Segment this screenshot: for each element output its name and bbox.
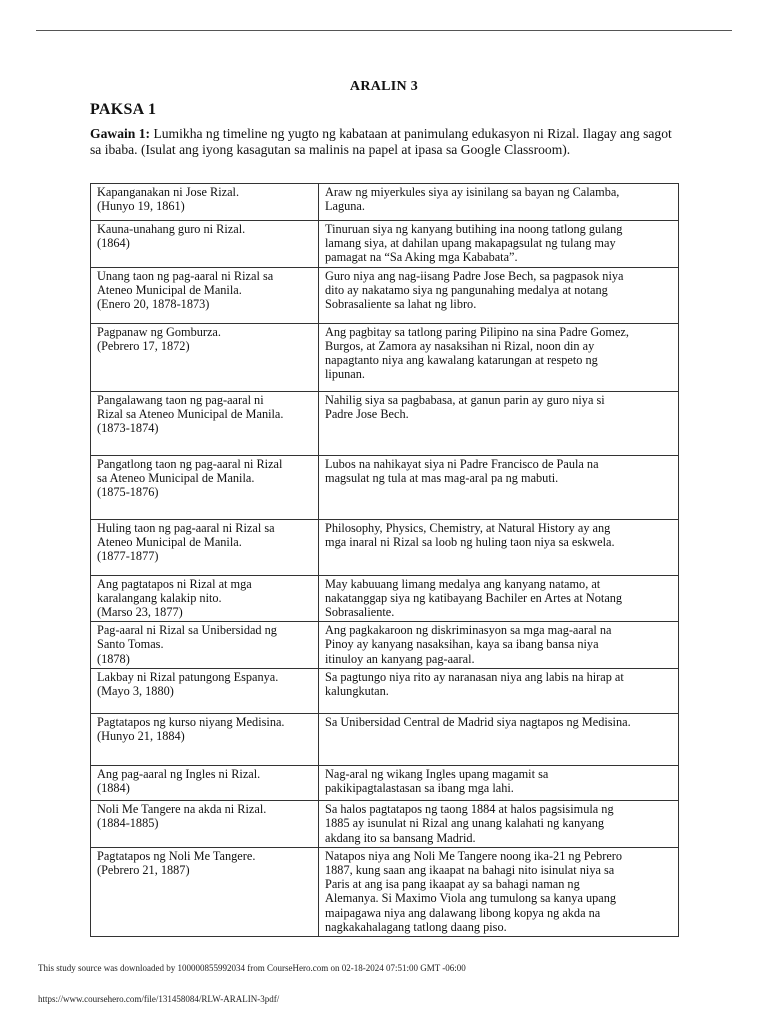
event-line: (1875-1876) bbox=[97, 485, 159, 500]
description-line: 1887, kung saan ang ikaapat na bahagi nito isinulat niya sa bbox=[325, 863, 615, 878]
timeline-row bbox=[91, 801, 679, 848]
description-line: pakikipagtalastasan sa ibang mga lahi. bbox=[325, 781, 514, 796]
event-line: Unang taon ng pag-aaral ni Rizal sa bbox=[97, 268, 274, 283]
event-line: Kauna-unahang guro ni Rizal. bbox=[97, 222, 246, 236]
description-line: Burgos, at Zamora ay nasaksihan ni Rizal, noon din ay bbox=[325, 338, 595, 353]
timeline-description-cell bbox=[319, 455, 679, 519]
event-line: Noli Me Tangere na akda ni Rizal. bbox=[97, 802, 267, 817]
event-line: Huling taon ng pag-aaral ni Rizal sa bbox=[97, 520, 275, 535]
event-line: Lakbay ni Rizal patungong Espanya. bbox=[97, 670, 279, 685]
timeline-event-cell bbox=[91, 391, 319, 455]
timeline-row bbox=[91, 519, 679, 575]
timeline-event-cell bbox=[91, 714, 319, 766]
timeline-description-cell bbox=[319, 801, 679, 848]
topic-heading: PAKSA 1 bbox=[90, 101, 157, 118]
timeline-event-cell bbox=[91, 455, 319, 519]
event-line: (Enero 20, 1878-1873) bbox=[97, 297, 210, 312]
event-line: Rizal sa Ateneo Municipal de Manila. bbox=[97, 406, 284, 421]
description-line: 1885 ay isunulat ni Rizal ang unang kalahati ng kanyang bbox=[325, 816, 605, 831]
event-line: Ang pag-aaral ng Ingles ni Rizal. bbox=[97, 767, 261, 782]
timeline-row bbox=[91, 714, 679, 766]
description-line: Pinoy ay kanyang nasaksihan, kaya sa ibang bansa niya bbox=[325, 637, 599, 652]
timeline-event-cell bbox=[91, 184, 319, 221]
event-line: Ateneo Municipal de Manila. bbox=[97, 534, 242, 549]
description-line: Nag-aral ng wikang Ingles upang magamit sa bbox=[325, 767, 549, 782]
description-line: Guro niya ang nag-iisang Padre Jose Bech, sa pagpasok niya bbox=[325, 268, 624, 283]
timeline-description-cell bbox=[319, 766, 679, 801]
description-line: akdang ito sa bansang Madrid. bbox=[325, 830, 476, 845]
timeline-description-cell bbox=[319, 575, 679, 622]
event-line: Pangalawang taon ng pag-aaral ni bbox=[97, 392, 264, 407]
event-line: (1873-1874) bbox=[97, 421, 159, 436]
timeline-description-cell bbox=[319, 221, 679, 268]
event-line: (1878) bbox=[97, 651, 130, 666]
timeline-event-cell bbox=[91, 519, 319, 575]
event-line: Pagpanaw ng Gomburza. bbox=[97, 324, 221, 339]
description-line: magsulat ng tula at mas mag-aral pa ng mabuti. bbox=[325, 470, 559, 485]
event-line: (1864) bbox=[97, 236, 130, 251]
timeline-description-cell bbox=[319, 391, 679, 455]
description-line: Laguna. bbox=[325, 199, 365, 214]
description-line: itinuloy an kanyang pag-aaral. bbox=[325, 651, 475, 666]
event-line: Ateneo Municipal de Manila. bbox=[97, 282, 242, 297]
timeline-event-cell bbox=[91, 323, 319, 391]
description-line: Sa Unibersidad Central de Madrid siya nagtapos ng Medisina. bbox=[325, 715, 631, 730]
event-line: Pagtatapos ng Noli Me Tangere. bbox=[97, 848, 256, 863]
description-line: Sa halos pagtatapos ng taong 1884 at halos pagsisimula ng bbox=[325, 802, 614, 817]
description-line: nagkakahalagang tatlong daang piso. bbox=[325, 919, 507, 934]
event-line: (Marso 23, 1877) bbox=[97, 605, 183, 620]
description-line: May kabuuang limang medalya ang kanyang natamo, at bbox=[325, 576, 601, 591]
event-line: Kapanganakan ni Jose Rizal. bbox=[97, 185, 240, 199]
event-line: Santo Tomas. bbox=[97, 637, 164, 652]
event-line: Pag-aaral ni Rizal sa Unibersidad ng bbox=[97, 623, 277, 638]
timeline-description-cell bbox=[319, 847, 679, 936]
description-line: Sobrasaliente. bbox=[325, 605, 395, 620]
timeline-event-cell bbox=[91, 267, 319, 323]
timeline-event-cell bbox=[91, 221, 319, 268]
event-line: Pangatlong taon ng pag-aaral ni Rizal bbox=[97, 456, 283, 471]
description-line: Lubos na nahikayat siya ni Padre Francisco de Paula na bbox=[325, 456, 599, 471]
timeline-event-cell bbox=[91, 766, 319, 801]
description-line: Natapos niya ang Noli Me Tangere noong ika-21 ng Pebrero bbox=[325, 848, 623, 863]
description-line: lamang siya, at dahilan upang makapagsulat ng tulang may bbox=[325, 236, 616, 251]
timeline-table bbox=[90, 183, 679, 937]
timeline-row bbox=[91, 622, 679, 669]
timeline-row bbox=[91, 575, 679, 622]
timeline-row bbox=[91, 267, 679, 323]
timeline-description-cell bbox=[319, 323, 679, 391]
description-line: kalungkutan. bbox=[325, 684, 389, 699]
timeline-row bbox=[91, 391, 679, 455]
description-line: nakatanggap siya ng katibayang Bachiler en Artes at Notang bbox=[325, 590, 623, 605]
timeline-event-cell bbox=[91, 847, 319, 936]
timeline-row bbox=[91, 323, 679, 391]
event-line: (1877-1877) bbox=[97, 549, 159, 564]
event-line: (1884) bbox=[97, 781, 130, 796]
timeline-description-cell bbox=[319, 184, 679, 221]
timeline-description-cell bbox=[319, 519, 679, 575]
description-line: napagtanto niya ang kawalang katarungan at respeto ng bbox=[325, 353, 598, 368]
event-line: (Pebrero 17, 1872) bbox=[97, 338, 190, 353]
description-line: Nahilig siya sa pagbabasa, at ganun parin ay guro niya si bbox=[325, 392, 605, 407]
timeline-row bbox=[91, 847, 679, 936]
timeline-row bbox=[91, 221, 679, 268]
event-line: Pagtatapos ng kurso niyang Medisina. bbox=[97, 715, 285, 730]
task-label: Gawain 1: bbox=[90, 126, 151, 141]
description-line: Sa pagtungo niya rito ay naranasan niya ang labis na hirap at bbox=[325, 670, 624, 685]
timeline-description-cell bbox=[319, 714, 679, 766]
event-line: (Pebrero 21, 1887) bbox=[97, 863, 190, 878]
event-line: karalangang kalakip nito. bbox=[97, 590, 222, 605]
source-url[interactable]: https://www.coursehero.com/file/131458084/RLW-ARALIN-3pdf/ bbox=[38, 994, 280, 1004]
description-line: Alemanya. Si Maximo Viola ang tumulong sa kanya upang bbox=[325, 891, 617, 906]
timeline-event-cell bbox=[91, 669, 319, 714]
task-instructions bbox=[90, 126, 680, 158]
event-line: (1884-1885) bbox=[97, 816, 159, 831]
description-line: Sobrasaliente sa lahat ng libro. bbox=[325, 297, 477, 312]
description-line: Araw ng miyerkules siya ay isinilang sa bayan ng Calamba, bbox=[325, 185, 620, 199]
description-line: mga inaral ni Rizal sa loob ng huling taon niya sa eskwela. bbox=[325, 534, 615, 549]
download-note: This study source was downloaded by 100000855992034 from CourseHero.com on 02-18-2024 07:51:00 GMT -06:00 bbox=[38, 963, 466, 973]
description-line: dito ay nakatamo siya ng pangunahing medalya at notang bbox=[325, 282, 608, 297]
description-line: maipagawa niya ang dalawang libong kopya ng akda na bbox=[325, 905, 601, 920]
description-line: Ang pagbitay sa tatlong paring Pilipino na sina Padre Gomez, bbox=[325, 324, 629, 339]
event-line: Ang pagtatapos ni Rizal at mga bbox=[97, 576, 252, 591]
timeline-row bbox=[91, 766, 679, 801]
timeline-event-cell bbox=[91, 801, 319, 848]
timeline-description-cell bbox=[319, 669, 679, 714]
timeline-row bbox=[91, 184, 679, 221]
event-line: (Mayo 3, 1880) bbox=[97, 684, 174, 699]
description-line: lipunan. bbox=[325, 367, 365, 382]
timeline-description-cell bbox=[319, 622, 679, 669]
description-line: Padre Jose Bech. bbox=[325, 406, 409, 421]
description-line: Philosophy, Physics, Chemistry, at Natural History ay ang bbox=[325, 520, 611, 535]
task-text: Lumikha ng timeline ng yugto ng kabataan at panimulang edukasyon ni Rizal. Ilagay ang sagot sa ibaba. (Isulat ang iyong kasagutan sa malinis na papel at ipasa sa Google Classroom). bbox=[90, 126, 672, 157]
description-line: Tinuruan siya ng kanyang butihing ina noong tatlong gulang bbox=[325, 222, 623, 236]
timeline-row bbox=[91, 669, 679, 714]
description-line: Ang pagkakaroon ng diskriminasyon sa mga mag-aaral na bbox=[325, 623, 612, 638]
event-line: (Hunyo 19, 1861) bbox=[97, 199, 185, 214]
lesson-title: ARALIN 3 bbox=[349, 79, 419, 94]
timeline-event-cell bbox=[91, 575, 319, 622]
description-line: Paris at ang isa pang ikaapat ay sa bahagi naman ng bbox=[325, 877, 580, 892]
timeline-event-cell bbox=[91, 622, 319, 669]
timeline-row bbox=[91, 455, 679, 519]
event-line: (Hunyo 21, 1884) bbox=[97, 729, 185, 744]
description-line: pamagat na “Sa Aking mga Kababata”. bbox=[325, 250, 518, 265]
event-line: sa Ateneo Municipal de Manila. bbox=[97, 470, 255, 485]
timeline-description-cell bbox=[319, 267, 679, 323]
header-rule bbox=[36, 30, 732, 31]
